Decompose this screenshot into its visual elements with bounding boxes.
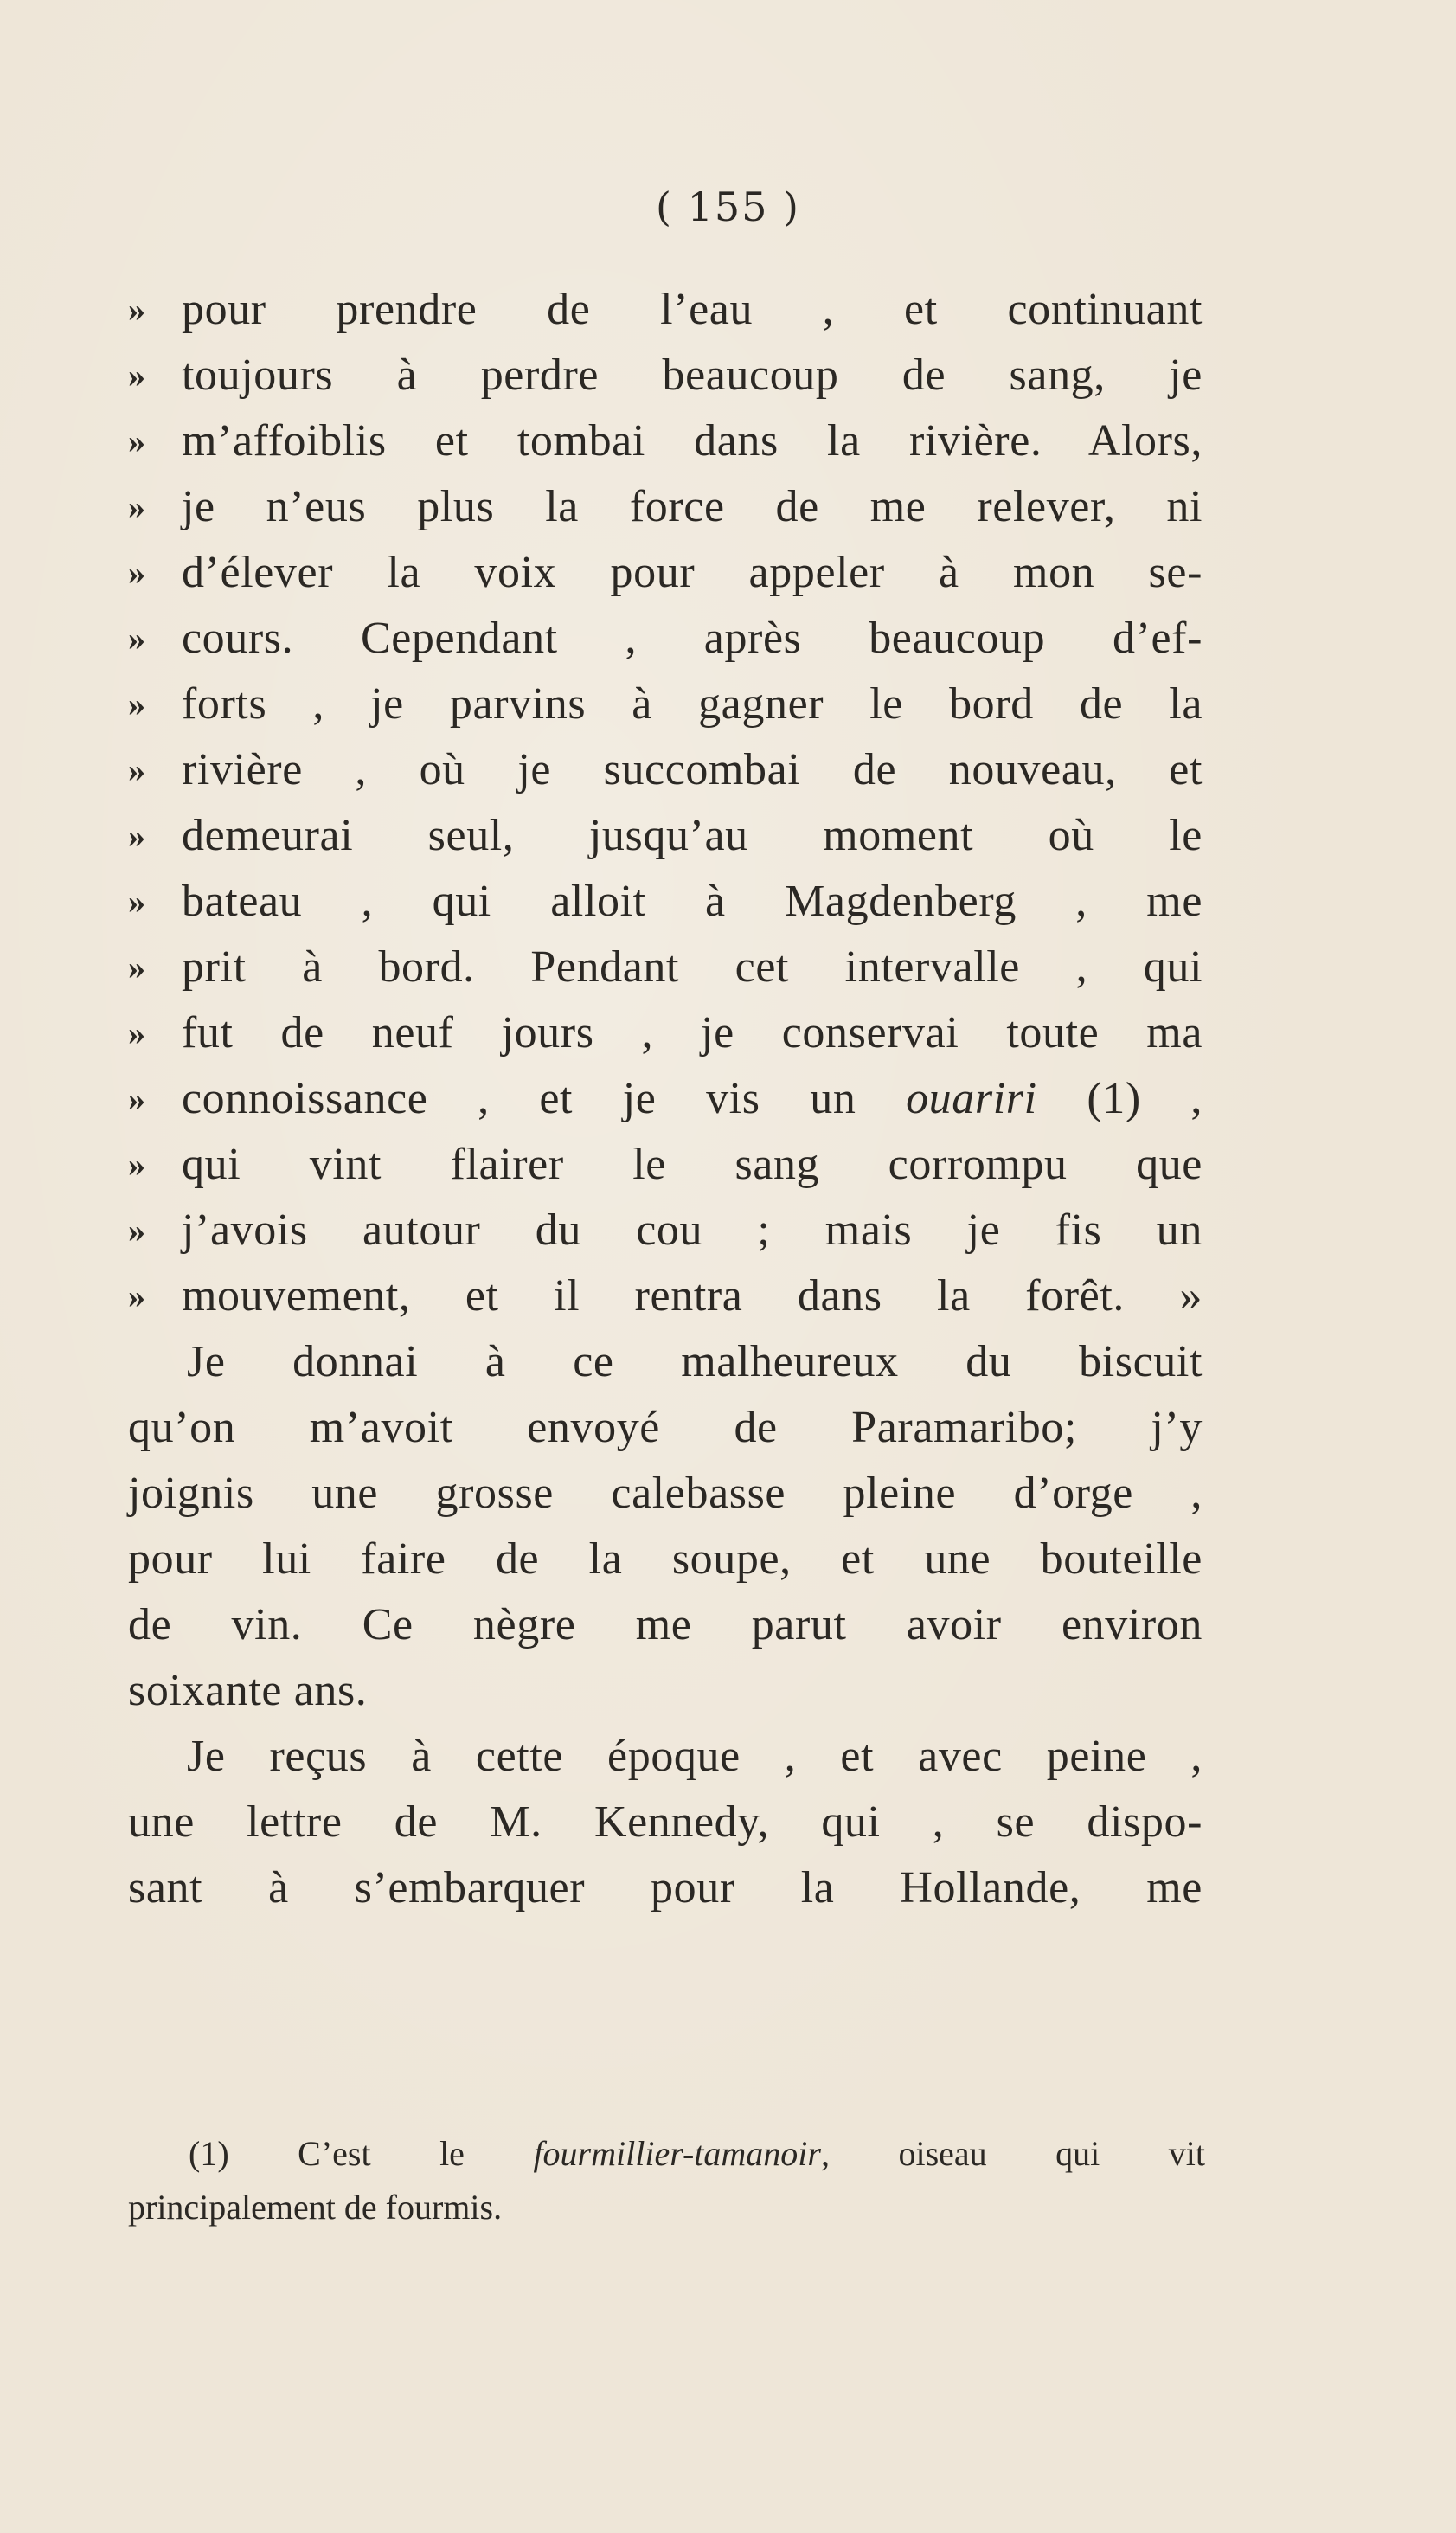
line-text: prit à bord. Pendant cet intervalle , qui (182, 942, 1203, 992)
text-line (128, 474, 1205, 540)
italic-term: ouariri (906, 1074, 1037, 1123)
line-text: m’affoiblis et tombai dans la rivière. Alors, (182, 416, 1203, 466)
quote-mark: » (128, 290, 146, 329)
paragraph-line (128, 1855, 1205, 1921)
quote-mark: » (128, 487, 146, 526)
footnote-text: , oiseau qui vit (820, 2134, 1205, 2173)
line-text: d’élever la voix pour appeler à mon se- (182, 548, 1203, 597)
line-text: toujours à perdre beaucoup de sang, je (182, 350, 1203, 400)
quote-mark: » (128, 882, 146, 921)
text-line (128, 672, 1205, 737)
line-text: joignis une grosse calebasse pleine d’orge , (128, 1469, 1203, 1518)
text-line (128, 1198, 1205, 1263)
line-text-part: connoissance , et je vis un (182, 1074, 856, 1123)
paragraph-line (128, 1527, 1205, 1592)
line-text: pour prendre de l’eau , et continuant (182, 285, 1203, 334)
footnote-continuation (128, 2181, 1201, 2234)
quote-mark: » (128, 1079, 146, 1118)
line-text: demeurai seul, jusqu’au moment où le (182, 811, 1203, 860)
footnote-marker: (1) (189, 2134, 229, 2173)
line-text: rivière , où je succombai de nouveau, et (182, 745, 1203, 794)
paragraph-line (128, 1329, 1205, 1395)
paragraph-line (128, 1592, 1205, 1658)
text-line (128, 1066, 1205, 1132)
line-text: sant à s’embarquer pour la Hollande, me (128, 1863, 1203, 1913)
text-line (128, 737, 1205, 803)
line-text: mouvement, et il rentra dans la forêt. » (182, 1271, 1203, 1321)
line-text: qui vint flairer le sang corrompu que (182, 1140, 1203, 1189)
text-line (128, 343, 1205, 408)
line-text: bateau , qui alloit à Magdenberg , me (182, 877, 1203, 926)
line-text: de vin. Ce nègre me parut avoir environ (128, 1600, 1203, 1649)
text-line (128, 1263, 1205, 1329)
quote-mark: » (128, 816, 146, 855)
line-text: qu’on m’avoit envoyé de Paramaribo; j’y (128, 1403, 1203, 1452)
paragraph-line (128, 1395, 1205, 1461)
text-line (128, 1000, 1205, 1066)
text-line (128, 1132, 1205, 1198)
line-text: j’avois autour du cou ; mais je fis un (182, 1205, 1203, 1255)
quote-mark: » (128, 553, 146, 592)
footnote-reference: (1) , (1087, 1074, 1203, 1123)
quote-mark: » (128, 1013, 146, 1052)
line-text: Je reçus à cette époque , et avec peine , (187, 1732, 1203, 1781)
line-text: pour lui faire de la soupe, et une bouteille (128, 1534, 1203, 1584)
paragraph-line (128, 1724, 1205, 1790)
footnote-line: principalement de fourmis. (128, 2188, 503, 2227)
line-text (182, 1066, 1203, 1132)
footnote-line (189, 2127, 1205, 2181)
line-text: Je donnai à ce malheureux du biscuit (187, 1337, 1203, 1386)
quote-mark: » (128, 1211, 146, 1250)
quote-mark: » (128, 948, 146, 987)
footnote (189, 2127, 1261, 2181)
text-line (128, 869, 1205, 935)
line-text: soixante ans. (128, 1666, 368, 1715)
footnote-italic-term: fourmillier-tamanoir (533, 2134, 821, 2173)
quote-mark: » (128, 1276, 146, 1315)
quote-mark: » (128, 421, 146, 460)
line-text: fut de neuf jours , je conservai toute ma (182, 1008, 1203, 1058)
quote-mark: » (128, 750, 146, 789)
line-text: je n’eus plus la force de me relever, ni (182, 482, 1203, 531)
paragraph-line (128, 1790, 1205, 1855)
quote-mark: » (128, 356, 146, 395)
quote-mark: » (128, 1145, 146, 1184)
main-text (128, 277, 1205, 1921)
line-text: une lettre de M. Kennedy, qui , se dispo- (128, 1797, 1203, 1847)
line-text: forts , je parvins à gagner le bord de la (182, 679, 1203, 729)
text-line (128, 408, 1205, 474)
text-line (128, 803, 1205, 869)
paragraph-line (128, 1461, 1205, 1527)
text-line (128, 277, 1205, 343)
page-number: ( 155 ) (656, 183, 800, 230)
text-line (128, 935, 1205, 1000)
text-line (128, 606, 1205, 672)
paragraph-line (128, 1658, 1205, 1724)
text-line (128, 540, 1205, 606)
line-text: cours. Cependant , après beaucoup d’ef- (182, 614, 1203, 663)
footnote-text: C’est le (298, 2134, 465, 2173)
quote-mark: » (128, 619, 146, 658)
quote-mark: » (128, 685, 146, 723)
